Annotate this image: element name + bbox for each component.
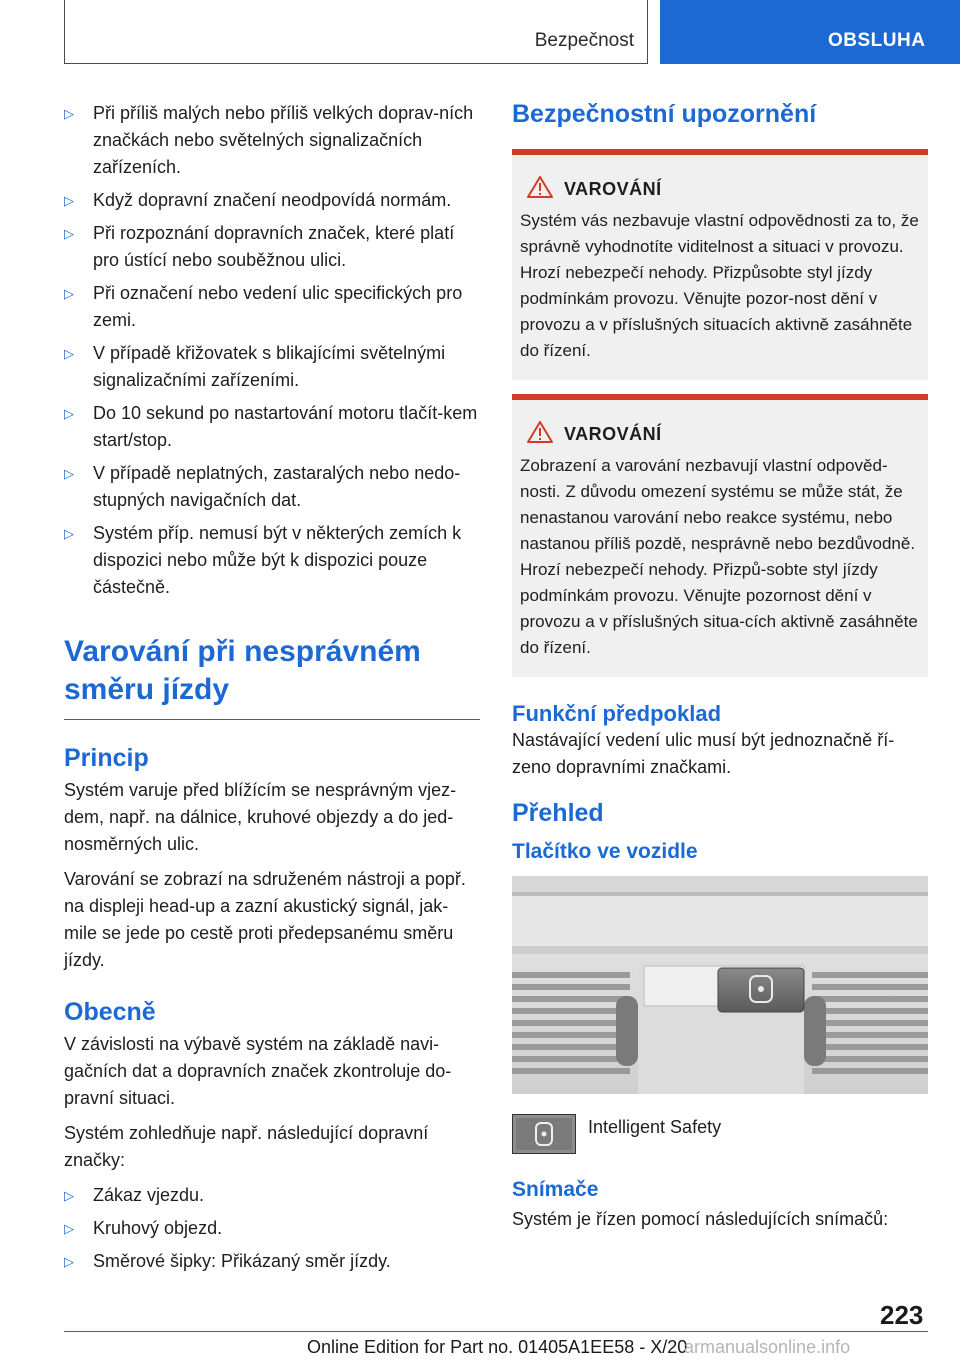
warning-text: Zobrazení a varování nezbavují vlastní odpověd-nosti. Z důvodu omezení systému se může stát, že nenastanou varování nebo reakce systému, nebo nastanou příliš pozdě, nesprávně nebo bezdůvodně. Hrozí nebezpečí nehody. Přizpů-sobte styl jízdy podmínkám provozu. Věnujte pozornost dění v provozu a v příslušných situa-cích aktivně zasáhněte do řízení. (520, 456, 918, 657)
page-number: 223 (880, 1300, 924, 1330)
prerequisite-heading: Funkční předpoklad (512, 701, 722, 726)
bullet-triangle-icon: ▷ (64, 526, 74, 541)
header-chapter-label: OBSLUHA (828, 30, 926, 51)
section-heading-wrong-way: Varování při nesprávném směru jízdy (64, 633, 480, 720)
list-item: ▷ Při označení nebo vedení ulic specifických pro zemi. (64, 280, 480, 334)
prerequisite-text: Nastávající vedení ulic musí být jednoznačně ří-zeno dopravními značkami. (512, 730, 895, 777)
principle-paragraph-2: Varování se zobrazí na sdruženém nástroji a popř. na displeji head-up a zazní akustický signál, jak-mile se jede po cestě proti předepsanému směru jízdy. (64, 869, 466, 970)
bullet-triangle-icon: ▷ (64, 346, 74, 361)
general-paragraph-1: V závislosti na výbavě systém na základě navi-gačních dat a dopravních značek zkontroluje do-pravní situaci. (64, 1034, 452, 1108)
list-item: ▷ Do 10 sekund po nastartování motoru tlačít-kem start/stop. (64, 400, 480, 454)
principle-paragraph-1: Systém varuje před blížícím se nesprávným vjez-dem, např. na dálnice, kruhové objezdy a do jed-nosměrných ulic. (64, 780, 457, 854)
list-item: ▷ V případě křižovatek s blikajícími světelnými signalizačními zařízeními. (64, 340, 480, 394)
list-item: ▷ Při rozpoznání dopravních značek, které platí pro ústící nebo souběžnou ulici. (64, 220, 480, 274)
bullet-triangle-icon: ▷ (64, 406, 74, 421)
sensors-text: Systém je řízen pomocí následujících snímačů: (512, 1209, 889, 1229)
intelligent-safety-button-icon[interactable] (512, 1114, 576, 1154)
warning-box (512, 394, 928, 677)
right-column (512, 100, 928, 1241)
footer-watermark: armanualsonline.info (684, 1337, 851, 1357)
traffic-signs-list (64, 1182, 480, 1275)
list-item: ▷ Zákaz vjezdu. (64, 1182, 480, 1209)
header-section-title: Bezpečnost (534, 30, 634, 51)
safety-heading: Bezpečnostní upozornění (512, 100, 817, 128)
left-column (64, 100, 480, 1281)
footer-divider (64, 1331, 928, 1332)
bullet-triangle-icon: ▷ (64, 286, 74, 301)
warning-title: VAROVÁNÍ (520, 420, 920, 449)
warning-text: Systém vás nezbavuje vlastní odpovědnosti za to, že správně vyhodnotíte viditelnost a situaci v provozu. Hrozí nebezpečí nehody. Přizpůsobte styl jízdy podmínkám provozu. Věnujte pozor-nost dění v provozu a v příslušných situacích aktivně zasáhněte do řízení. (520, 211, 919, 360)
footer-edition-text: Online Edition for Part no. 01405A1EE58 - X/20 (307, 1337, 688, 1357)
button-legend-label: Intelligent Safety (588, 1117, 722, 1137)
warning-box (512, 149, 928, 380)
bullet-triangle-icon: ▷ (64, 226, 74, 241)
general-heading: Obecně (64, 998, 156, 1026)
list-item: ▷ Když dopravní značení neodpovídá normám. (64, 187, 480, 214)
warning-triangle-icon (520, 420, 564, 449)
bullet-triangle-icon: ▷ (64, 106, 74, 121)
header-chapter-tab[interactable] (660, 0, 960, 64)
sensors-heading: Snímače (512, 1178, 599, 1201)
button-legend (512, 1114, 928, 1154)
warning-triangle-icon (520, 175, 564, 204)
list-item: ▷ Při příliš malých nebo příliš velkých doprav-ních značkách nebo světelných signalizačních zařízeních. (64, 100, 480, 181)
bullet-triangle-icon: ▷ (64, 466, 74, 481)
bullet-triangle-icon: ▷ (64, 1221, 74, 1236)
bullet-triangle-icon: ▷ (64, 1188, 74, 1203)
bullet-triangle-icon: ▷ (64, 193, 74, 208)
overview-heading: Přehled (512, 799, 604, 827)
list-item: ▷ V případě neplatných, zastaralých nebo nedo-stupných navigačních dat. (64, 460, 480, 514)
general-paragraph-2: Systém zohledňuje např. následující dopravní značky: (64, 1123, 429, 1170)
list-item: ▷ Systém příp. nemusí být v některých zemích k dispozici nebo může být k dispozici pouze částečně. (64, 520, 480, 601)
warning-title: VAROVÁNÍ (520, 175, 920, 204)
principle-heading: Princip (64, 744, 149, 772)
list-item: ▷ Směrové šipky: Přikázaný směr jízdy. (64, 1248, 480, 1275)
bullet-triangle-icon: ▷ (64, 1254, 74, 1269)
limitations-list (64, 100, 480, 601)
list-item: ▷ Kruhový objezd. (64, 1215, 480, 1242)
button-in-vehicle-heading: Tlačítko ve vozidle (512, 840, 698, 863)
dashboard-button-photo (512, 876, 928, 1094)
